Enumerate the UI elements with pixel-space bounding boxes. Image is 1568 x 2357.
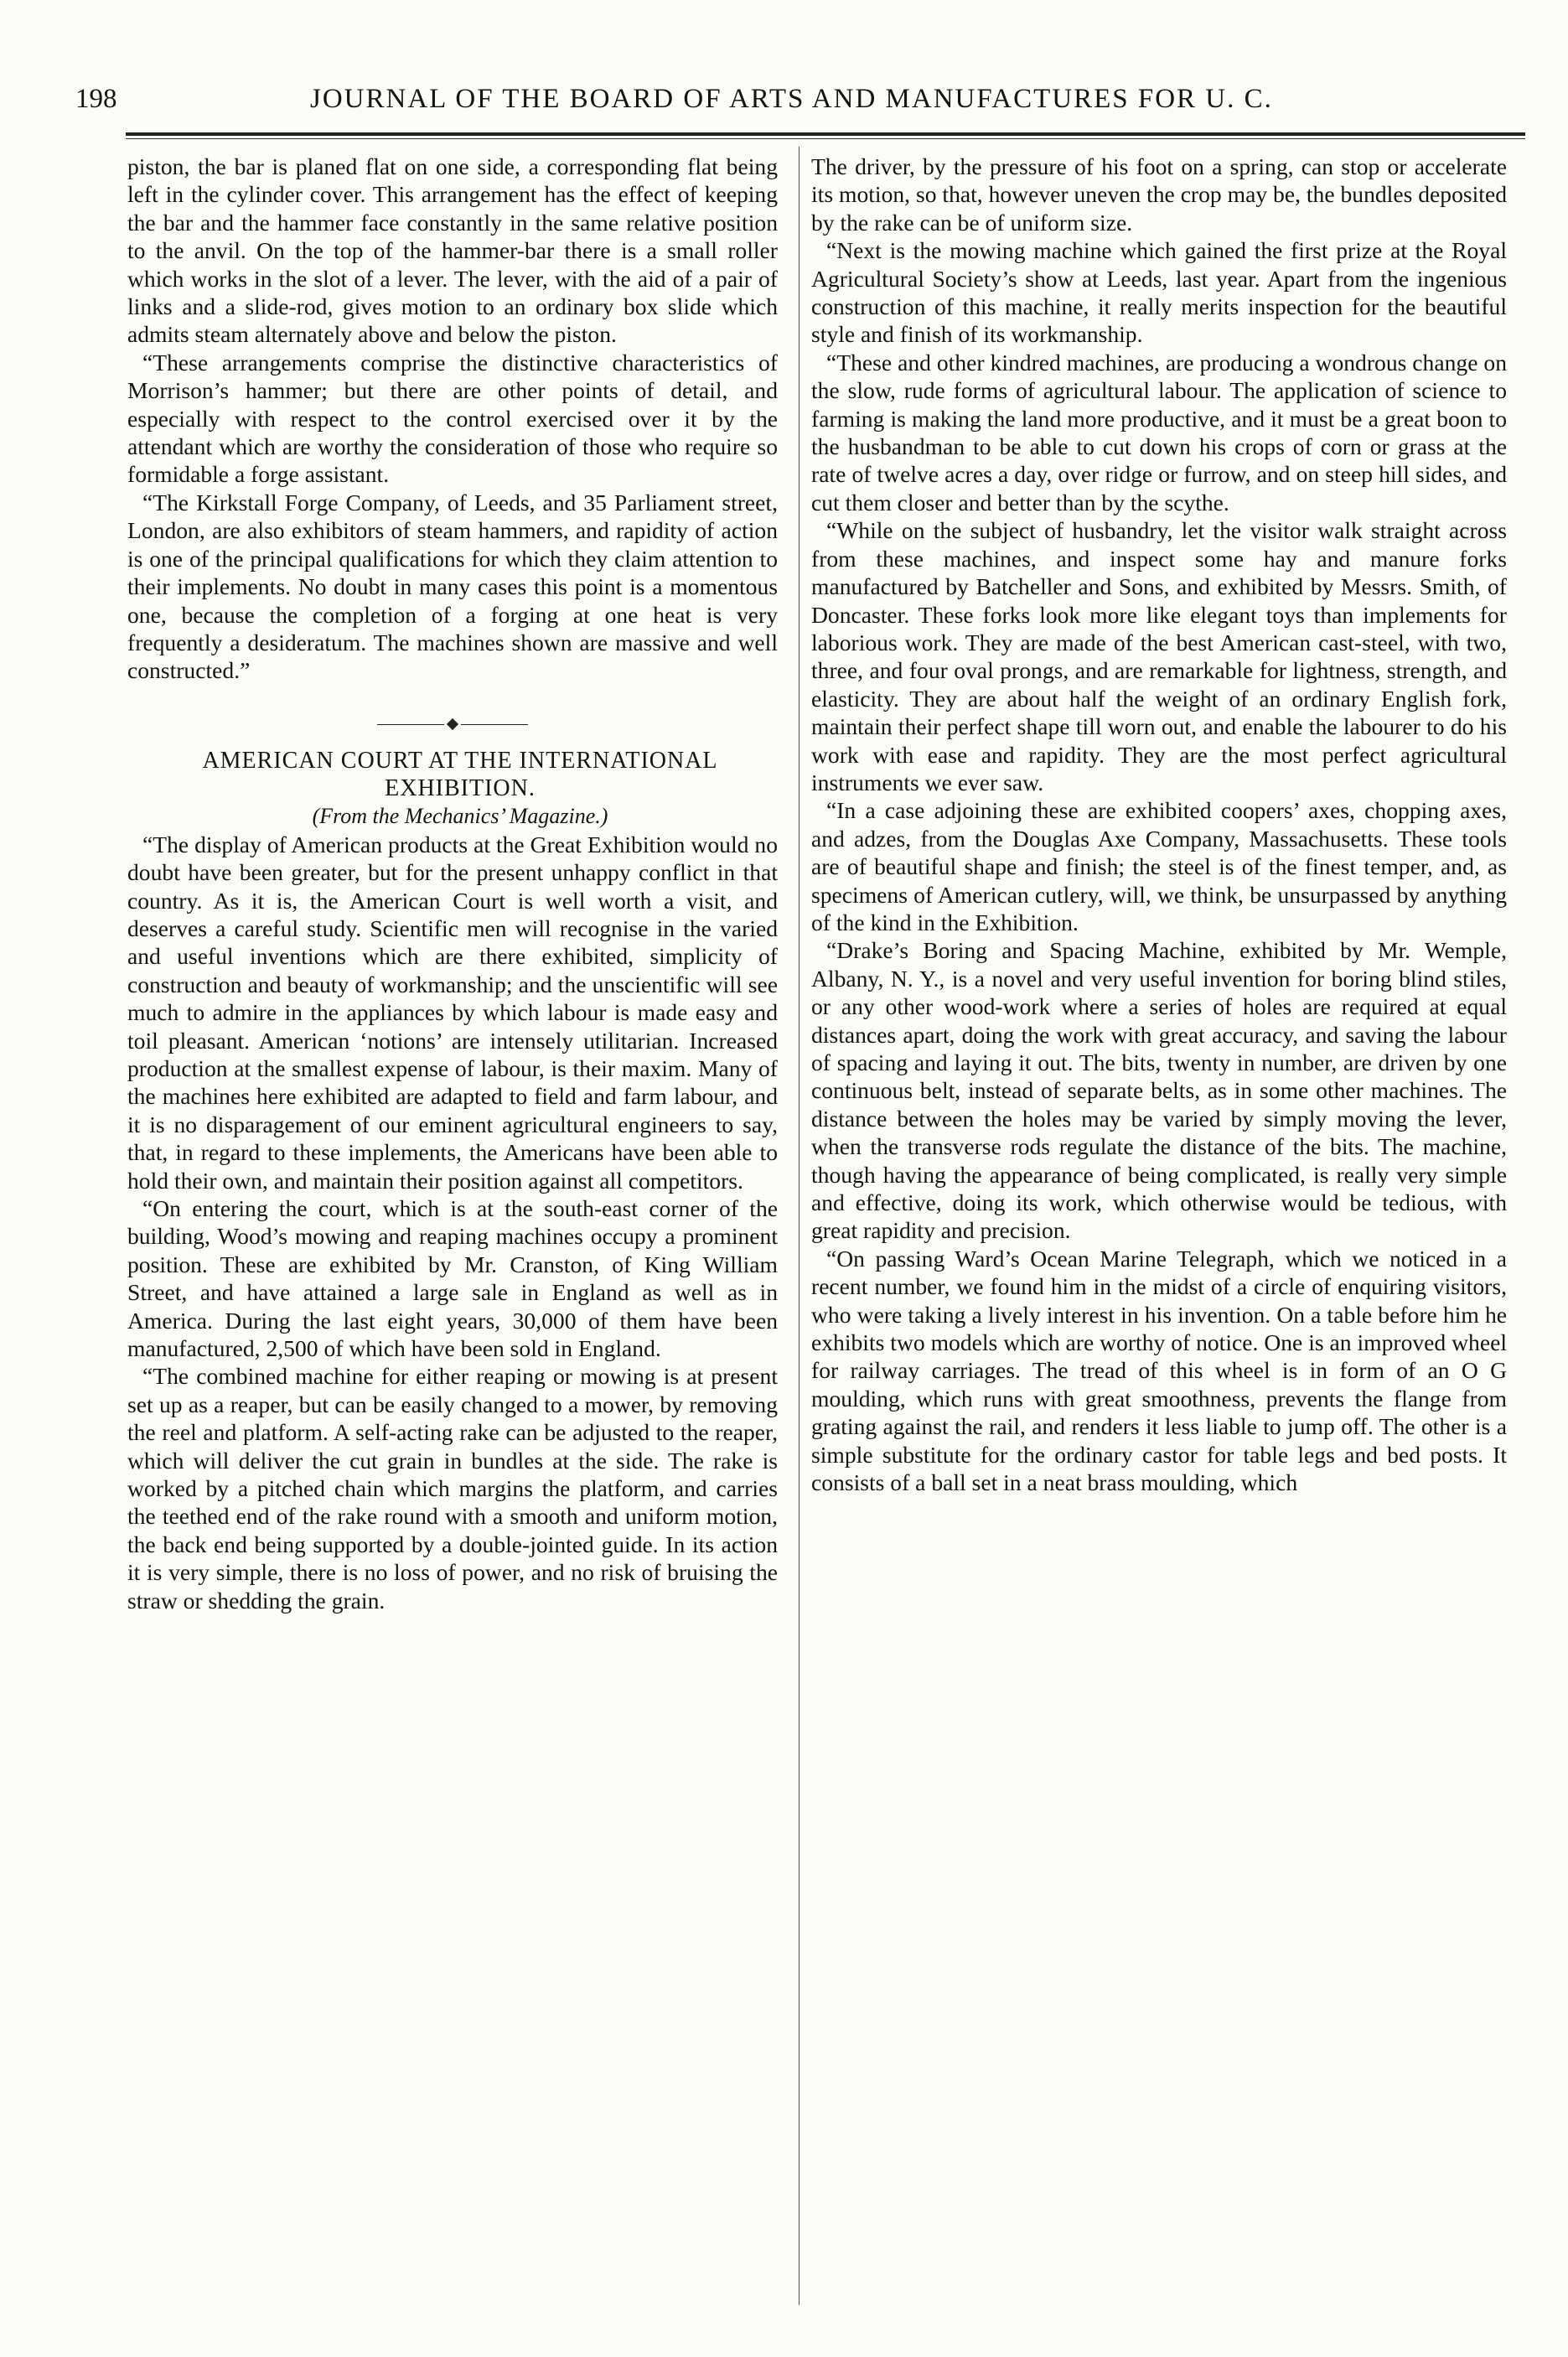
paragraph: “Next is the mowing machine which gained the first prize at the Royal Agricultural Society’s show at Leeds, last year. Apart from the ingenious construction of this machine, it really merits inspection for the beautiful style and finish of its workmanship. xyxy=(811,237,1507,348)
article-source: (From the Mechanics’ Magazine.) xyxy=(312,803,608,828)
paragraph: The driver, by the pressure of his foot on a spring, can stop or accelerate its motion, so that, however uneven the crop may be, the bundles deposited by the rake can be of uniform size. xyxy=(811,153,1507,236)
running-title: JOURNAL OF THE BOARD OF ARTS AND MANUFACTURES FOR U. C. xyxy=(310,84,1273,114)
section-ornament xyxy=(127,708,778,733)
section-title-continued: EXHIBITION. xyxy=(385,774,536,801)
paragraph: “While on the subject of husbandry, let the visitor walk straight across from these machines, and inspect some hay and manure forks manufactured by Batcheller and Sons, and exhibited by Messrs. Smith, of Doncaster. These forks look more like elegant toys than implements for laborious work. They are made of the best American cast-steel, with two, three, and four oval prongs, and are remarkable for lightness, strength, and elasticity. They are about half the weight of an ordinary English fork, maintain their perfect shape till worn out, and enable the labourer to do his work with ease and rapidity. They are the most perfect agricultural instruments we ever saw. xyxy=(811,517,1507,795)
paragraph: piston, the bar is planed flat on one side, a corresponding flat being left in the cylinder cover. This arrangement has the effect of keeping the bar and the hammer face constantly in the same relative position to the anvil. On the top of the hammer-bar there is a small roller which works in the slot of a lever. The lever, with the aid of a pair of links and a slide-rod, gives motion to an ordinary box slide which admits steam alternately above and below the piston. xyxy=(127,153,778,348)
paragraph: “The combined machine for either reaping or mowing is at present set up as a reaper, but can be easily changed to a mower, by removing the reel and platform. A self-acting rake can be adjusted to the reaper, which will deliver the cut grain in bundles at the side. The rake is worked by a pitched chain which margins the platform, and carries the teethed end of the rake round with a smooth and uniform motion, the back end being supported by a double-jointed guide. In its action it is very simple, there is no loss of power, and no risk of bruising the straw or shedding the grain. xyxy=(127,1363,778,1614)
paragraph: “Drake’s Boring and Spacing Machine, exhibited by Mr. Wemple, Albany, N. Y., is a novel and very useful invention for boring blind stiles, or any other wood-work where a series of holes are required at equal distances apart, doing the work with great accuracy, and saving the labour of spacing and laying it out. The bits, twenty in number, are driven by one continuous belt, instead of separate belts, as in some other machines. The distance between the holes may be varied by simply moving the lever, when the transverse rods regulate the distance of the bits. The machine, though having the appearance of being complicated, is really very simple and effective, doing its work, which otherwise would be tedious, with great rapidity and precision. xyxy=(811,937,1507,1244)
paragraph: “These and other kindred machines, are producing a wondrous change on the slow, rude forms of agricultural labour. The application of science to farming is making the land more productive, and it must be a great boon to the husbandman to be able to cut down his crops of corn or grass at the rate of twelve acres a day, over ridge or furrow, and on steep hill sides, and cut them closer and better than by the scythe. xyxy=(811,349,1507,515)
paragraph: “The display of American products at the Great Exhibition would no doubt have been greater, but for the present unhappy conflict in that country. As it is, the American Court is well worth a visit, and deserves a careful study. Scientific men will recognise in the varied and useful inventions which are there exhibited, simplicity of construction and beauty of workmanship; and the unscientific will see much to admire in the appliances by which labour is made easy and toil pleasant. American ‘notions’ are intensely utilitarian. Increased production at the smallest expense of labour, is their maxim. Many of the machines here exhibited are adapted to field and farm labour, and it is no disparagement of our eminent agricultural engineers to say, that, in regard to these implements, the Americans have been able to hold their own, and maintain their position against all competitors. xyxy=(127,831,778,1194)
paragraph: “On entering the court, which is at the south-east corner of the building, Wood’s mowing and reaping machines occupy a prominent position. These are exhibited by Mr. Cranston, of King William Street, and have attained a large sale in England as well as in America. During the last eight years, 30,000 of them have been manufactured, 2,500 of which have been sold in England. xyxy=(127,1195,778,1362)
paragraph: “On passing Ward’s Ocean Marine Telegraph, which we noticed in a recent number, we found him in the midst of a circle of enquiring visitors, who were taking a lively interest in his invention. On a table before him he exhibits two models which are worthy of notice. One is an improved wheel for railway carriages. The tread of this wheel is in form of an O G moulding, which runs with great smoothness, prevents the flange from grating against the rail, and renders it less liable to jump off. The other is a simple substitute for the ordinary castor for table legs and bed posts. It consists of a ball set in a neat brass moulding, which xyxy=(811,1245,1507,1496)
section-title: AMERICAN COURT AT THE INTERNATIONAL xyxy=(202,747,718,774)
right-column xyxy=(811,153,1507,1497)
page-header xyxy=(75,84,1534,134)
header-rule-thick xyxy=(126,132,1525,136)
paragraph: “These arrangements comprise the distinctive characteristics of Morrison’s hammer; but there are other points of detail, and especially with respect to the control exercised over it by the attendant which are worthy the consideration of those who require so formidable a forge assistant. xyxy=(127,349,778,488)
paragraph: “The Kirkstall Forge Company, of Leeds, and 35 Parliament street, London, are also exhibitors of steam hammers, and rapidity of action is one of the principal qualifications for which they claim attention to their implements. No doubt in many cases this point is a momentous one, because the completion of a forging at one heat is very frequently a desideratum. The machines shown are massive and well constructed.” xyxy=(127,489,778,684)
header-rule-thin xyxy=(126,138,1525,139)
paragraph: “In a case adjoining these are exhibited coopers’ axes, chopping axes, and adzes, from the Douglas Axe Company, Massachusetts. These tools are of beautiful shape and finish; the steel is of the finest temper, and, as specimens of American cutlery, will, we think, be unsurpassed by anything of the kind in the Exhibition. xyxy=(811,797,1507,935)
column-divider xyxy=(799,147,800,2305)
left-column xyxy=(127,153,778,1614)
page-number: 198 xyxy=(75,84,117,114)
